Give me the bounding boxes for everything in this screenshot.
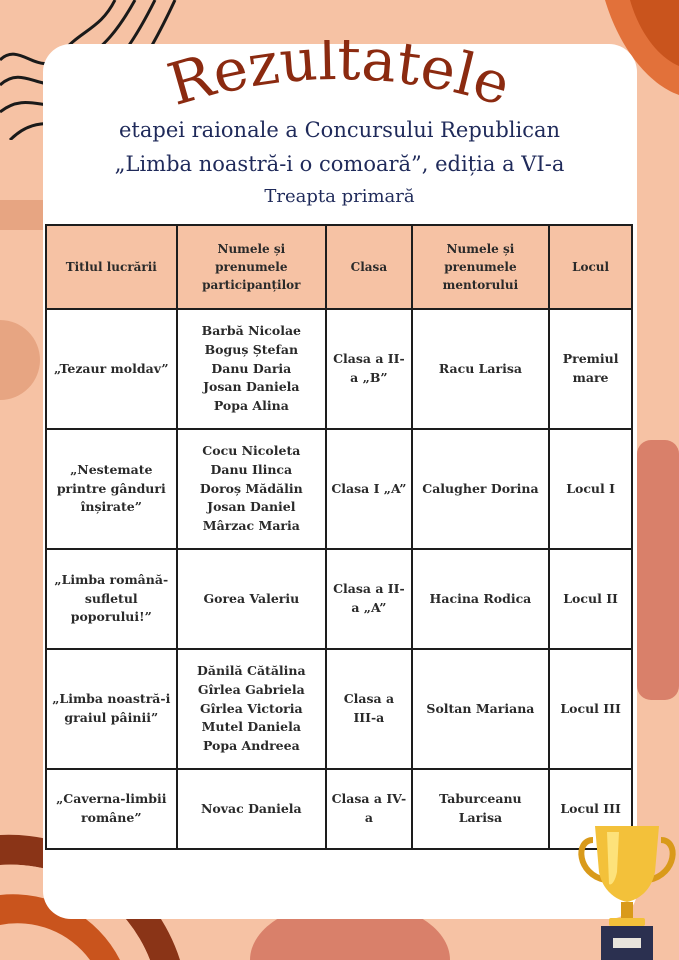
table-header-row bbox=[46, 225, 632, 309]
participant-name: Popa Andreea bbox=[202, 738, 300, 754]
participant-name: Dănilă Cătălina bbox=[197, 663, 306, 679]
cell-place: Locul I bbox=[549, 429, 632, 549]
subtitle-line-2: „Limba noastră-i o comoară”, ediția a VI-a bbox=[114, 152, 565, 176]
table-row bbox=[46, 649, 632, 769]
cell-mentor: Calugher Dorina bbox=[412, 429, 549, 549]
column-header-place: Locul bbox=[549, 225, 632, 309]
participant-name: Gîrlea Victoria bbox=[200, 700, 303, 716]
participant-name: Doroș Mădălin bbox=[199, 480, 303, 496]
participant-name: Danu Daria bbox=[211, 360, 292, 376]
participant-name: Popa Alina bbox=[213, 398, 289, 414]
participant-name: Cocu Nicoleta bbox=[202, 443, 301, 459]
participant-name: Danu Ilinca bbox=[210, 461, 293, 477]
left-stripe-decoration bbox=[0, 200, 43, 440]
cell-class: Clasa a III-a bbox=[326, 649, 412, 769]
cell-place: Locul II bbox=[549, 549, 632, 649]
page-title bbox=[0, 40, 679, 126]
cell-participants bbox=[177, 649, 327, 769]
cell-class: Clasa a IV-a bbox=[326, 769, 412, 849]
participant-name: Gîrlea Gabriela bbox=[197, 681, 305, 697]
cell-mentor: Taburceanu Larisa bbox=[412, 769, 549, 849]
cell-title: „Tezaur moldav” bbox=[46, 309, 177, 429]
table-row bbox=[46, 309, 632, 429]
participant-name: Boguș Ștefan bbox=[204, 341, 299, 357]
side-stripe-decoration bbox=[637, 440, 679, 700]
column-header-title: Titlul lucrării bbox=[46, 225, 177, 309]
trophy-icon bbox=[575, 822, 679, 960]
column-header-mentor: Numele și prenumele mentorului bbox=[412, 225, 549, 309]
participant-name: Mutel Daniela bbox=[201, 719, 301, 735]
cell-class: Clasa a II-a „B” bbox=[326, 309, 412, 429]
title-text: Rezultatele bbox=[160, 40, 518, 120]
column-header-class: Clasa bbox=[326, 225, 412, 309]
column-header-participants: Numele și prenumele participanților bbox=[177, 225, 327, 309]
participant-name: Josan Daniel bbox=[207, 499, 296, 515]
table-row bbox=[46, 429, 632, 549]
cell-mentor: Soltan Mariana bbox=[412, 649, 549, 769]
cell-mentor: Hacina Rodica bbox=[412, 549, 549, 649]
cell-participants bbox=[177, 309, 327, 429]
participant-name: Barbă Nicolae bbox=[201, 323, 302, 339]
cell-title: „Limba noastră-i graiul pâinii” bbox=[46, 649, 177, 769]
participant-name: Mârzac Maria bbox=[202, 518, 300, 534]
table-row bbox=[46, 549, 632, 649]
svg-text:Rezultatele bbox=[160, 40, 517, 119]
cell-mentor: Racu Larisa bbox=[412, 309, 549, 429]
cell-participants bbox=[177, 769, 327, 849]
cell-place: Locul III bbox=[549, 649, 632, 769]
cell-participants bbox=[177, 549, 327, 649]
cell-title: „Nestemate printre gânduri înșirate” bbox=[46, 429, 177, 549]
participant-name: Josan Daniela bbox=[203, 379, 300, 395]
cell-participants bbox=[177, 429, 327, 549]
cell-title: „Limba română-sufletul poporului!” bbox=[46, 549, 177, 649]
participant-name: Gorea Valeriu bbox=[203, 590, 300, 606]
cell-class: Clasa I „A” bbox=[326, 429, 412, 549]
results-table bbox=[45, 224, 633, 850]
cell-place: Locul III bbox=[549, 769, 632, 849]
subtitle-line-3: Treapta primară bbox=[264, 186, 415, 207]
subtitle-line-1: etapei raionale a Concursului Republican bbox=[118, 118, 560, 142]
cell-title: „Caverna-limbii române” bbox=[46, 769, 177, 849]
table-row bbox=[46, 769, 632, 849]
participant-name: Novac Daniela bbox=[200, 800, 302, 816]
cell-class: Clasa a II-a „A” bbox=[326, 549, 412, 649]
cell-place: Premiul mare bbox=[549, 309, 632, 429]
